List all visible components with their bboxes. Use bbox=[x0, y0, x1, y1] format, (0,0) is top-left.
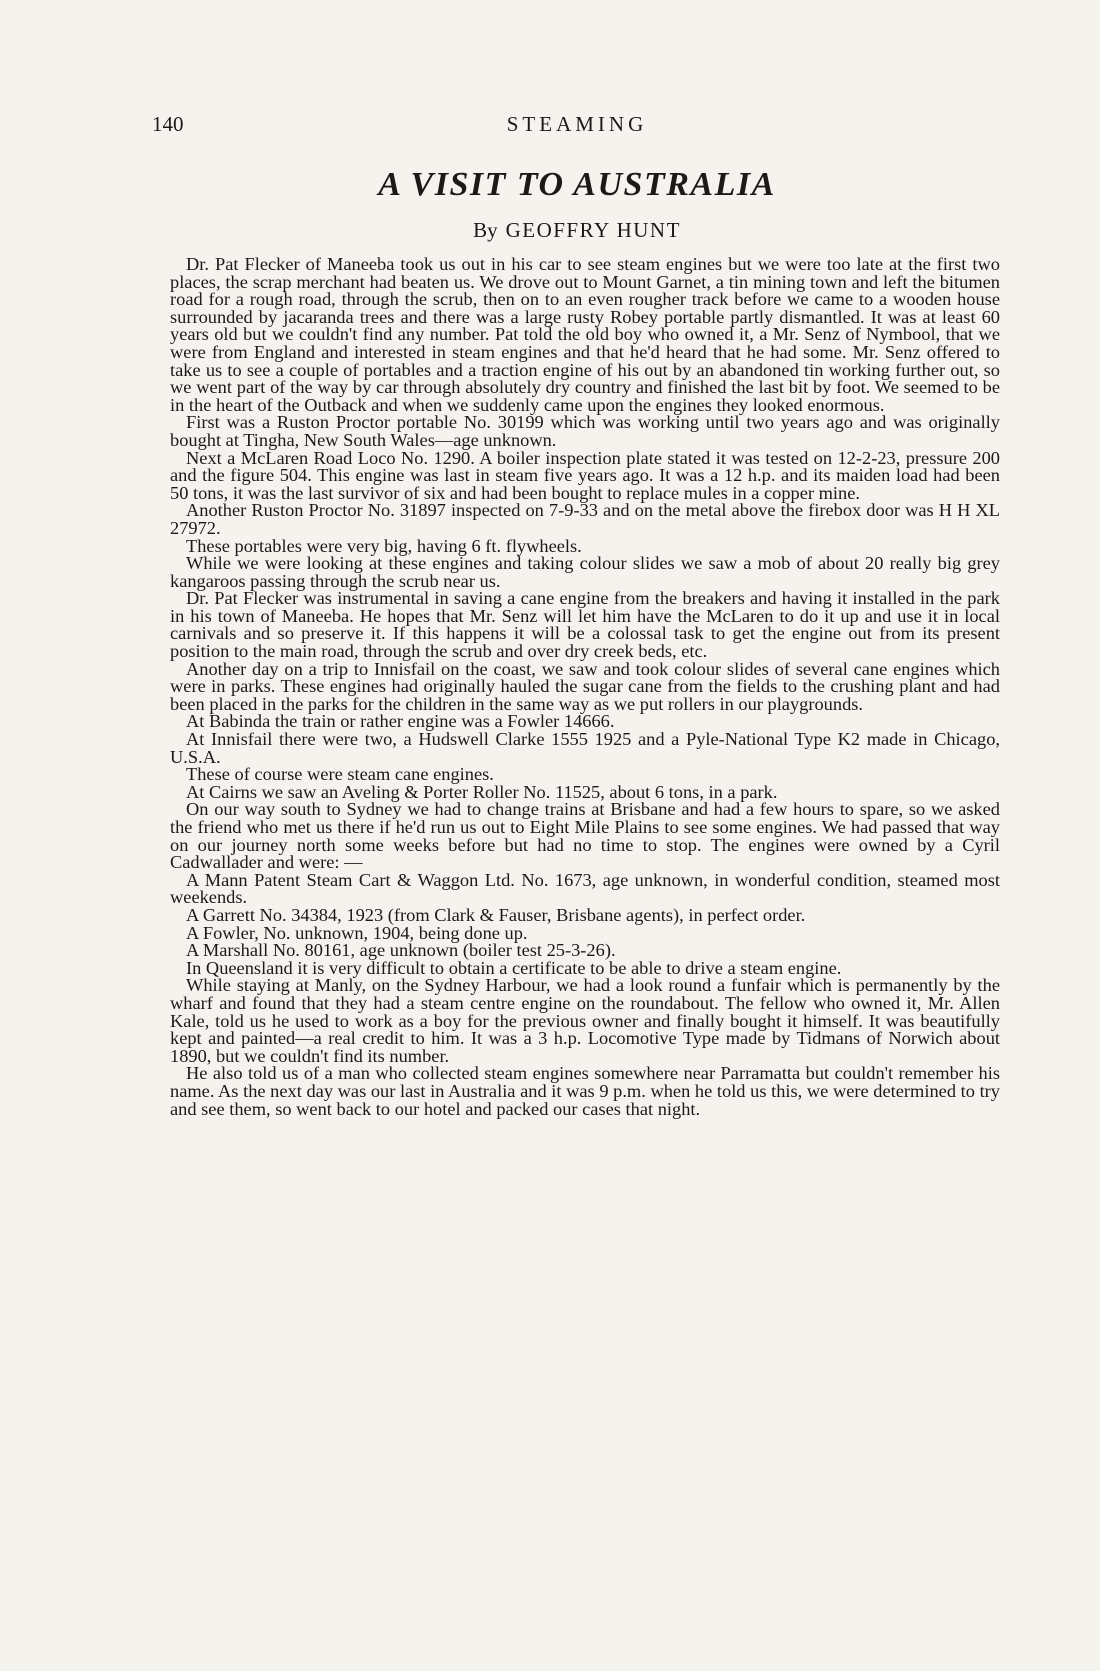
page-header bbox=[152, 112, 1002, 142]
paragraph: Next a McLaren Road Loco No. 1290. A boiler inspection plate stated it was tested on 12-2-23, pressure 200 and the figure 504. This engine was last in steam five years ago. It was a 12 h.p. and its maiden load had been 50 tons, it was the last survivor of six and had been bought to replace mules in a copper mine. bbox=[170, 447, 1000, 503]
paragraph: In Queensland it is very difficult to obtain a certificate to be able to drive a steam engine. bbox=[186, 957, 842, 978]
paragraph: A Mann Patent Steam Cart & Waggon Ltd. No. 1673, age unknown, in wonderful condition, steamed most weekends. bbox=[170, 869, 1000, 908]
paragraph: On our way south to Sydney we had to change trains at Brisbane and had a few hours to spare, so we asked the friend who met us there if he'd run us out to Eight Mile Plains to see some engines. We had passed that way on our journey north some weeks before but had no time to stop. The engines were owned by a Cyril Cadwallader and were: — bbox=[170, 799, 1000, 873]
page-number: 140 bbox=[152, 112, 184, 136]
paragraph: Another Ruston Proctor No. 31897 inspected on 7-9-33 and on the metal above the firebox door was H H XL 27972. bbox=[170, 500, 1000, 538]
paragraph: First was a Ruston Proctor portable No. 30199 which was working until two years ago and was originally bought at Tingha, New South Wales—age unknown. bbox=[170, 412, 1000, 450]
paragraph: Another day on a trip to Innisfail on the coast, we saw and took colour slides of several cane engines which were in parks. These engines had originally hauled the sugar cane from the fields to the crushing plant and had been placed in the parks for the children in the same way as we put rollers in our playgrounds. bbox=[170, 658, 1000, 714]
paragraph: A Marshall No. 80161, age unknown (boiler test 25-3-26). bbox=[186, 940, 616, 961]
paragraph: These of course were steam cane engines. bbox=[186, 764, 494, 785]
paragraph: These portables were very big, having 6 ft. flywheels. bbox=[186, 535, 582, 556]
paragraph: While we were looking at these engines and taking colour slides we saw a mob of about 20 really big grey kangaroos passing through the scrub near us. bbox=[170, 553, 1000, 591]
paragraph: At Cairns we saw an Aveling & Porter Roller No. 11525, about 6 tons, in a park. bbox=[186, 781, 778, 802]
article-title: A VISIT TO AUSTRALIA bbox=[378, 166, 776, 203]
paragraph: Dr. Pat Flecker of Maneeba took us out in his car to see steam engines but we were too late at the first two places, the scrap merchant had beaten us. We drove out to Mount Garnet, a tin mining town and left the bitumen road for a rough road, through the scrub, then on to an even rougher track before we came to a wooden house surrounded by jacaranda trees and there was a large rusty Robey portable partly dismantled. It was at least 60 years old but we couldn't find any number. Pat told the old boy who owned it, a Mr. Senz of Nymbool, that we were from England and interested in steam engines and that he'd heard that he had some. Mr. Senz offered to take us to see a couple of portables and a traction engine of his out by an abandoned tin working further out, so we went part of the way by car through absolutely dry country and finished the last bit by foot. We seemed to be in the heart of the Outback and when we suddenly came upon the engines they looked enormous. bbox=[170, 254, 1000, 415]
byline-prefix: By bbox=[473, 218, 498, 242]
author-name: GEOFFRY HUNT bbox=[505, 218, 681, 242]
paragraph: A Fowler, No. unknown, 1904, being done up. bbox=[186, 922, 528, 943]
paragraph: A Garrett No. 34384, 1923 (from Clark & Fauser, Brisbane agents), in perfect order. bbox=[186, 904, 806, 925]
paragraph: He also told us of a man who collected steam engines somewhere near Parramatta but couldn't remember his name. As the next day was our last in Australia and it was 9 p.m. when he told us this, we were determined to try and see them, so went back to our hotel and packed our cases that night. bbox=[170, 1063, 1000, 1119]
running-head: STEAMING bbox=[506, 112, 648, 136]
paragraph: While staying at Manly, on the Sydney Harbour, we had a look round a funfair which is permanently by the wharf and found that they had a steam centre engine on the roundabout. The fellow who owned it, Mr. Allen Kale, told us he used to work as a boy for the previous owner and finally bought it himself. It was beautifully kept and painted—a real credit to him. It was a 3 h.p. Locomotive Type made by Tidmans of Norwich about 1890, but we couldn't find its number. bbox=[170, 975, 1000, 1066]
paragraph: At Babinda the train or rather engine was a Fowler 14666. bbox=[186, 711, 615, 732]
byline bbox=[152, 218, 1002, 243]
paragraph: Dr. Pat Flecker was instrumental in saving a cane engine from the breakers and having it installed in the park in his town of Maneeba. He hopes that Mr. Senz will let him have the McLaren to do it up and use it in local carnivals and so preserve it. If this happens it will be a colossal task to get the engine out from its present position to the main road, through the scrub and over dry creek beds, etc. bbox=[170, 588, 1000, 662]
article-body bbox=[170, 256, 1000, 1118]
paragraph: At Innisfail there were two, a Hudswell Clarke 1555 1925 and a Pyle-National Type K2 made in Chicago, U.S.A. bbox=[170, 729, 1000, 767]
